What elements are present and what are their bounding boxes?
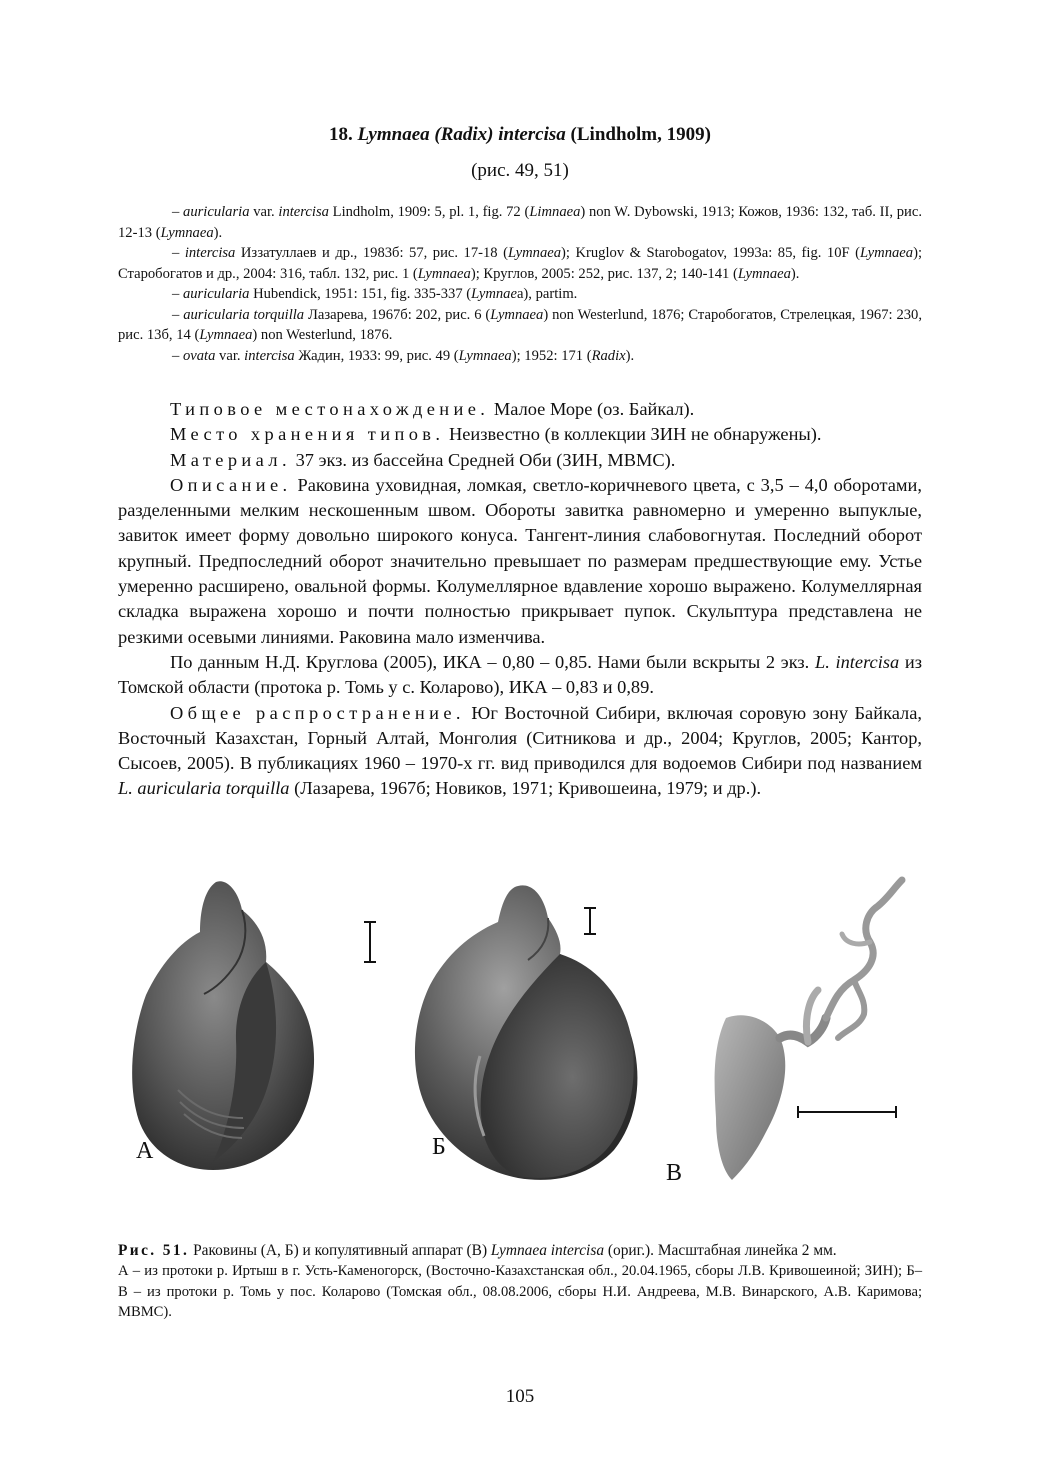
synonymy-entry: – auricularia torquilla Лазарева, 1967б: 202, рис. 6 (Lymnaea) non Westerlund, 1876; Старобогатов, Стрелецкая, 1967: 230, рис. 13б, 14 (Lymnaea) non Westerlund, 1876. [118,306,922,343]
synonymy-entry: – auricularia Hubendick, 1951: 151, fig. 335-337 (Lymnaea), partim. [172,286,578,302]
figure-label-v: В [666,1160,683,1186]
description-label: Описание. [170,474,292,495]
copulatory-apparatus-photo [715,880,902,1180]
scale-bar-b [584,908,596,934]
figure-reference: (рис. 49, 51) [471,160,569,181]
scale-bar-a [364,922,376,962]
material-label: Материал. [170,449,291,470]
synonymy-entry: – intercisa Иззатуллаев и др., 1983б: 57, рис. 17-18 (Lymnaea); Kruglov & Starobogatov, 1993a: 85, fig. 10F (Lymnaea); Старобогатов и др., 2004: 316, табл. 132, рис. 1 (Lymnaea); Круглов, 2005: 252, рис. 137, 2; 140-141 (Lymnaea). [118,245,922,282]
synonymy-entry: – auricularia var. intercisa Lindholm, 1909: 5, pl. 1, fig. 72 (Limnaea) non W. Dybowski, 1913; Кожов, 1936: 132, таб. II, рис. 12-13 (Lymnaea). [118,204,922,241]
shell-b-photo [415,885,637,1180]
species-author: (Lindholm, 1909) [570,124,711,145]
distribution-paragraph: Общее распространение. Юг Восточной Сибири, включая соровую зону Байкала, Восточный Казахстан, Горный Алтай, Монголия (Ситникова и др., 2004; Круглов, 2005; Кантор, Сысоев, 2005). В публикациях 1960 – 1970-х гг. вид приводился для водоемов Сибири под названием L. auricularia torquilla (Лазарева, 1967б; Новиков, 1971; Кривошеина, 1979; и др.). [118,702,922,799]
distribution-label: Общее распространение. [170,702,465,723]
figure-51 [118,870,922,1200]
synonymy-entry: – ovata var. intercisa Жадин, 1933: 99, рис. 49 (Lymnaea); 1952: 171 (Radix). [172,347,635,364]
shell-a-photo [132,881,314,1170]
caption-main: Рис. 51. Раковины (А, Б) и копулятивный аппарат (В) Lymnaea intercisa (ориг.). Масштабная линейка 2 мм. [118,1242,837,1259]
type-depository-paragraph: Место хранения типов. Неизвестно (в коллекции ЗИН не обнаружены). [170,424,822,445]
type-locality-paragraph: Типовое местонахождение. Малое Море (оз. Байкал). [170,399,695,419]
species-name: Lymnaea (Radix) intercisa [357,124,566,145]
figure-label-b: Б [432,1134,446,1160]
type-depository-label: Место хранения типов. [170,424,445,445]
scale-bar-v [798,1106,896,1118]
species-heading [0,124,1040,146]
ika-paragraph: По данным Н.Д. Круглова (2005), ИКА – 0,80 – 0,85. Нами были вскрыты 2 экз. L. intercisa из Томской области (протока р. Томь у с. Коларово), ИКА – 0,83 и 0,89. [118,651,922,698]
species-account [118,397,922,802]
caption-figure-number: Рис. 51. [118,1242,190,1259]
figure-label-a: А [136,1138,154,1164]
description-paragraph: Описание. Раковина уховидная, ломкая, светло-коричневого цвета, с 3,5 – 4,0 оборотами, разделенными мелким нескошенным швом. Обороты завитка равномерно и умеренно выпуклые, завиток имеет форму довольно широкого конуса. Тангент-линия слабовогнутая. Последний оборот крупный. Предпоследний оборот значительно превышает по размерам предшествующие ему. Устье умеренно расширено, овальной формы. Колумеллярное вдавление хорошо выражено. Колумеллярная складка выражена хорошо и почти полностью прикрывает пупок. Скульптура представлена не резкими осевыми линиями. Раковина мало изменчива. [118,474,922,647]
synonymy-list [118,202,922,366]
type-locality-label: Типовое местонахождение. [170,399,490,419]
figure-illustration [118,870,922,1200]
page-number: 105 [505,1386,535,1407]
figure-caption [118,1240,922,1323]
species-number: 18. [329,124,353,145]
material-paragraph: Материал. 37 экз. из бассейна Средней Оби (ЗИН, МВМС). [170,449,676,470]
caption-details: А – из протоки р. Иртыш в г. Усть-Каменогорск, (Восточно-Казахстанская обл., 20.04.1965, сборы Л.В. Кривошеиной; ЗИН); Б–В – из протоки р. Томь у пос. Коларово (Томская обл., 08.08.2006, сборы Н.И. Андреева, М.В. Винарского, А.В. Каримова; МВМС). [118,1263,922,1321]
